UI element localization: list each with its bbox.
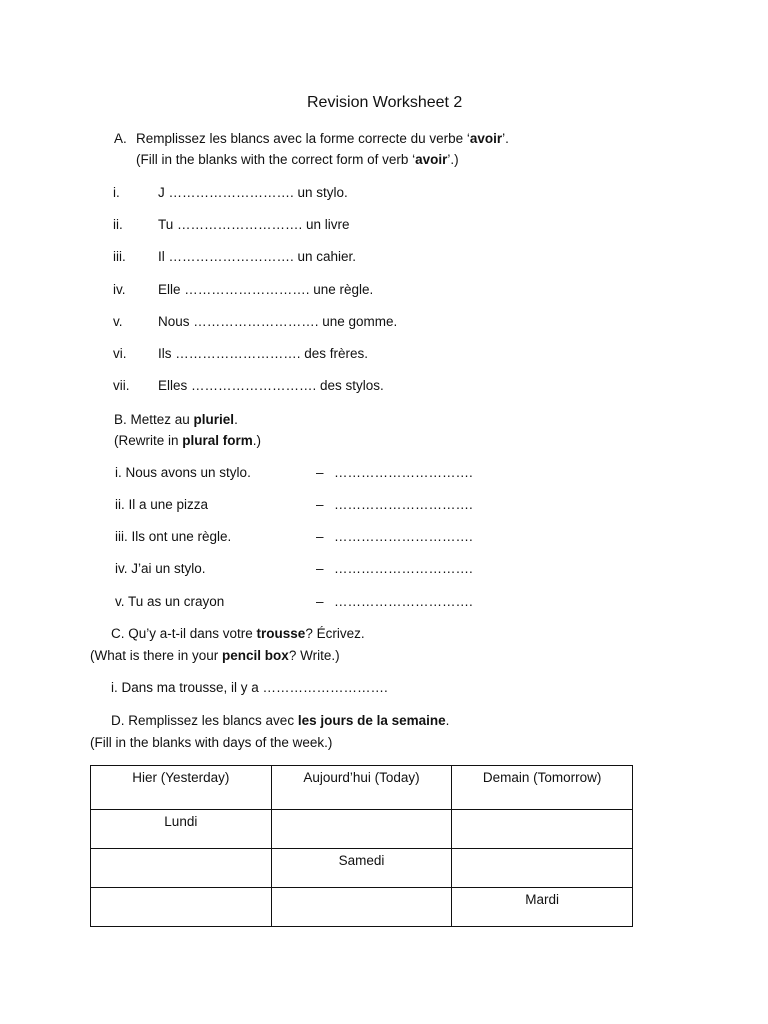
dash: –: [316, 594, 324, 609]
section-a-instruction-en: (Fill in the blanks with the correct form of verb ‘avoir’.): [136, 152, 459, 167]
item-number: vi.: [113, 346, 127, 361]
table-row: [91, 888, 633, 927]
answer-blank: ………………………….: [334, 465, 473, 480]
table-cell: [271, 888, 452, 927]
section-a-instruction-fr: Remplissez les blancs avec la forme correcte du verbe ‘avoir’.: [136, 131, 509, 146]
fill-blank-item: J ………………………. un stylo.: [158, 185, 348, 200]
table-cell: [452, 849, 633, 888]
trousse-item: i. Dans ma trousse, il y a ……………………….: [111, 680, 388, 695]
dash: –: [316, 497, 324, 512]
header-yesterday: Hier (Yesterday): [91, 766, 272, 810]
table-cell: Samedi: [271, 849, 452, 888]
item-number: ii.: [113, 217, 123, 232]
item-number: i.: [113, 185, 120, 200]
item-number: v.: [113, 314, 123, 329]
fill-blank-item: Ils ………………………. des frères.: [158, 346, 369, 361]
plural-item-text: iv. J’ai un stylo.: [115, 561, 206, 576]
header-today: Aujourd’hui (Today): [271, 766, 452, 810]
fill-blank-item: Elles ………………………. des stylos.: [158, 378, 384, 393]
header-tomorrow: Demain (Tomorrow): [452, 766, 633, 810]
item-number: vii.: [113, 378, 130, 393]
table-cell: [452, 810, 633, 849]
fill-blank-item: Elle ………………………. une règle.: [158, 282, 374, 297]
days-of-week-table: [90, 765, 633, 927]
section-c-instruction-fr: C. Qu’y a-t-il dans votre trousse? Écrivez.: [111, 626, 365, 641]
table-cell: [91, 849, 272, 888]
section-b-instruction-fr: B. Mettez au pluriel.: [114, 412, 238, 427]
table-cell: [91, 888, 272, 927]
table-row: [91, 810, 633, 849]
table-cell: Mardi: [452, 888, 633, 927]
table-cell: Lundi: [91, 810, 272, 849]
item-number: iii.: [113, 249, 126, 264]
dash: –: [316, 465, 324, 480]
fill-blank-item: Tu ………………………. un livre: [158, 217, 350, 232]
section-c-instruction-en: (What is there in your pencil box? Write.): [90, 648, 340, 663]
table-cell: [271, 810, 452, 849]
section-d-instruction-en: (Fill in the blanks with days of the week.): [90, 735, 333, 750]
page-title: Revision Worksheet 2: [307, 94, 463, 111]
section-d-instruction-fr: D. Remplissez les blancs avec les jours de la semaine.: [111, 713, 450, 728]
dash: –: [316, 561, 324, 576]
plural-item-text: ii. Il a une pizza: [115, 497, 209, 512]
dash: –: [316, 529, 324, 544]
item-number: iv.: [113, 282, 126, 297]
plural-item-text: iii. Ils ont une règle.: [115, 529, 232, 544]
section-a-marker: A.: [114, 131, 127, 146]
answer-blank: ………………………….: [334, 594, 473, 609]
answer-blank: ………………………….: [334, 561, 473, 576]
table-row: [91, 849, 633, 888]
answer-blank: ………………………….: [334, 529, 473, 544]
table-header-row: [91, 766, 633, 810]
fill-blank-item: Il ………………………. un cahier.: [158, 249, 357, 264]
plural-item-text: v. Tu as un crayon: [115, 594, 225, 609]
answer-blank: ………………………….: [334, 497, 473, 512]
plural-item-text: i. Nous avons un stylo.: [115, 465, 251, 480]
section-b-instruction-en: (Rewrite in plural form.): [114, 433, 262, 448]
fill-blank-item: Nous ………………………. une gomme.: [158, 314, 398, 329]
